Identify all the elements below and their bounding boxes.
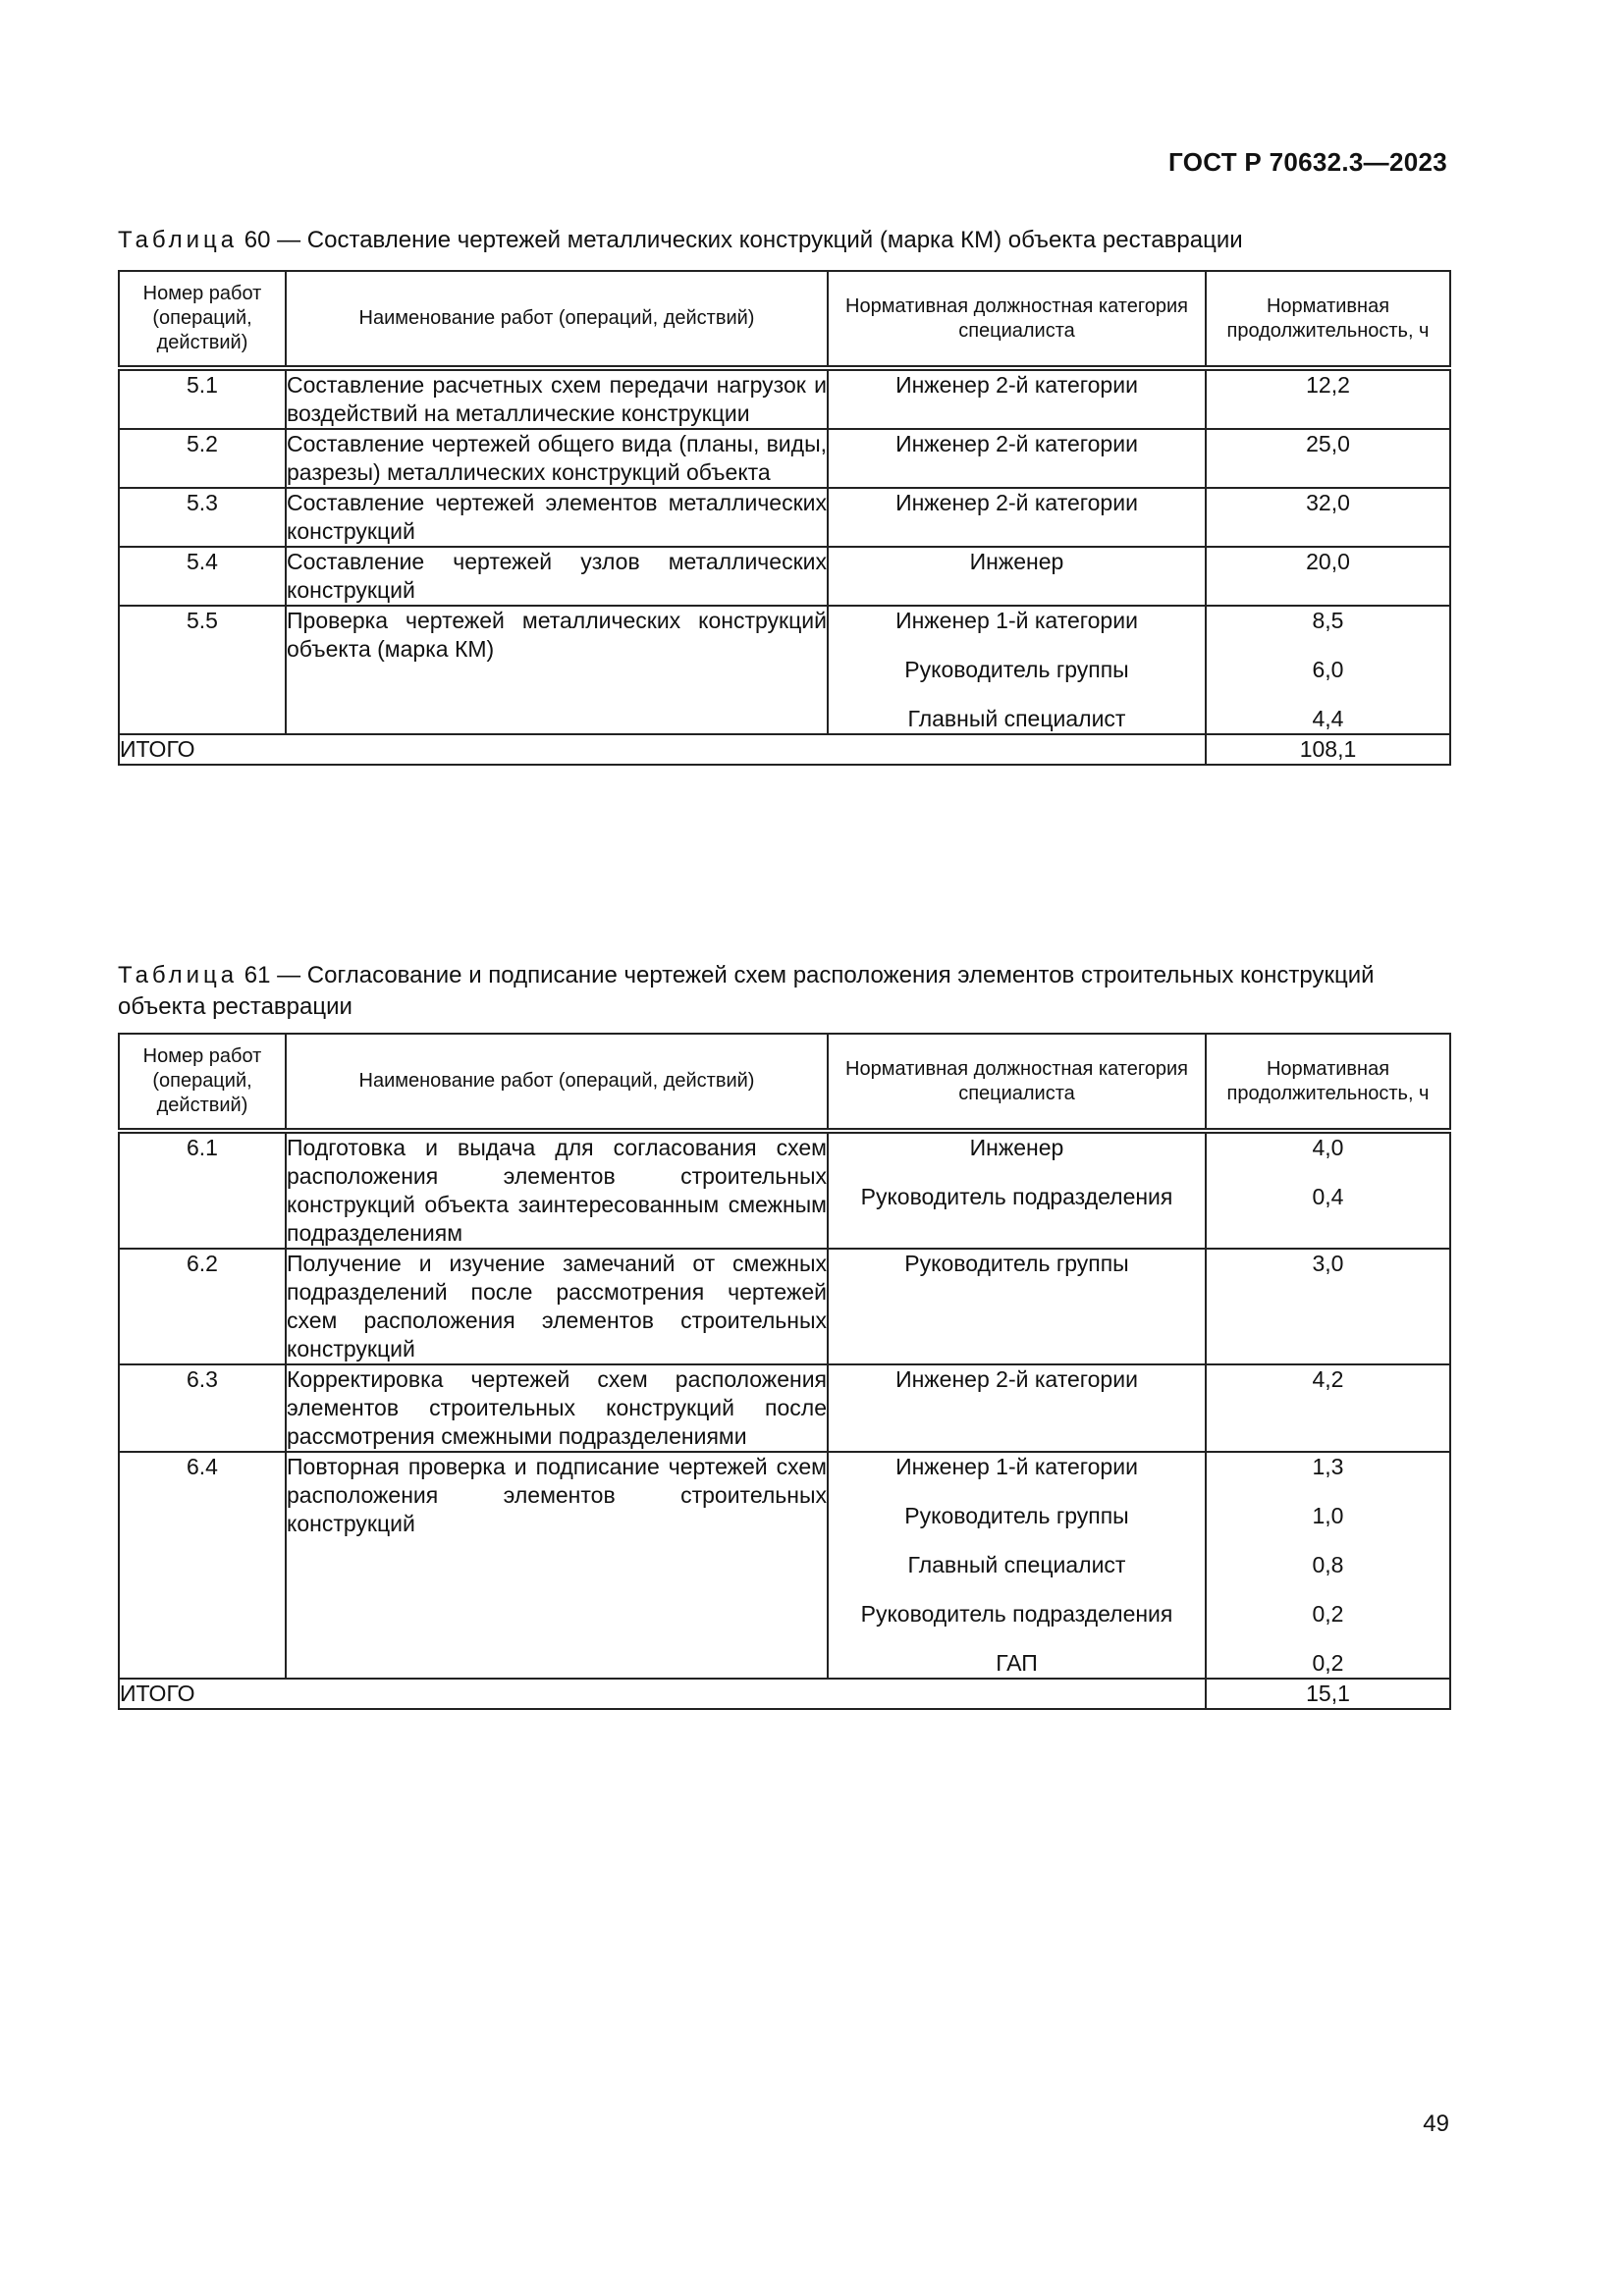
table-row xyxy=(119,429,1450,488)
category-item: Инженер xyxy=(969,1135,1064,1160)
duration-item: 4,4 xyxy=(1312,706,1344,731)
duration-item: 0,4 xyxy=(1312,1184,1344,1209)
row-name: Составление чертежей общего вида (планы, виды, разрезы) металлических конструкций объекта xyxy=(286,429,828,488)
row-category xyxy=(828,368,1206,429)
table-row xyxy=(119,547,1450,606)
total-label: ИТОГО xyxy=(119,734,1206,765)
header-duration: Нормативная продолжительность, ч xyxy=(1206,1034,1450,1131)
category-item: Руководитель подразделения xyxy=(860,1601,1173,1627)
document-code: ГОСТ Р 70632.3—2023 xyxy=(1168,147,1447,177)
header-category: Нормативная должностная категория специалиста xyxy=(828,271,1206,368)
total-value: 108,1 xyxy=(1206,734,1450,765)
table-60 xyxy=(118,270,1451,766)
category-item: Руководитель подразделения xyxy=(860,1184,1173,1209)
row-duration xyxy=(1206,368,1450,429)
row-number: 6.1 xyxy=(119,1131,286,1249)
row-number: 5.5 xyxy=(119,606,286,734)
category-item: ГАП xyxy=(996,1650,1038,1676)
caption-text: 61 — Согласование и подписание чертежей схем расположения элементов строительных конструкций объекта реставрации xyxy=(118,962,1375,1020)
row-category xyxy=(828,1249,1206,1364)
category-item: Инженер 2-й категории xyxy=(895,490,1138,515)
duration-item: 4,2 xyxy=(1312,1366,1344,1392)
table-header-row xyxy=(119,1034,1450,1131)
duration-item: 25,0 xyxy=(1306,431,1350,456)
row-duration xyxy=(1206,1364,1450,1452)
row-category xyxy=(828,606,1206,734)
category-item: Руководитель группы xyxy=(904,1251,1129,1276)
category-item: Инженер 1-й категории xyxy=(895,1454,1138,1479)
duration-item: 6,0 xyxy=(1312,657,1344,682)
table-61 xyxy=(118,1033,1451,1710)
row-category xyxy=(828,1131,1206,1249)
table-header-row xyxy=(119,271,1450,368)
header-category: Нормативная должностная категория специалиста xyxy=(828,1034,1206,1131)
duration-item: 20,0 xyxy=(1306,549,1350,574)
row-name: Проверка чертежей металлических конструкций объекта (марка КМ) xyxy=(286,606,828,734)
row-name: Получение и изучение замечаний от смежных подразделений после рассмотрения чертежей схем расположения элементов строительных конструкций xyxy=(286,1249,828,1364)
row-category xyxy=(828,1364,1206,1452)
total-row xyxy=(119,734,1450,765)
duration-item: 1,0 xyxy=(1312,1503,1344,1528)
row-duration xyxy=(1206,1452,1450,1679)
page-number: 49 xyxy=(1423,2110,1449,2137)
total-row xyxy=(119,1679,1450,1709)
header-name: Наименование работ (операций, действий) xyxy=(286,1034,828,1131)
row-number: 5.4 xyxy=(119,547,286,606)
row-name: Составление чертежей элементов металлических конструкций xyxy=(286,488,828,547)
caption-text: 60 — Составление чертежей металлических конструкций (марка КМ) объекта реставрации xyxy=(238,227,1243,253)
duration-item: 12,2 xyxy=(1306,372,1350,398)
header-number: Номер работ (операций, действий) xyxy=(119,271,286,368)
header-number: Номер работ (операций, действий) xyxy=(119,1034,286,1131)
category-item: Инженер 1-й категории xyxy=(895,608,1138,633)
duration-item: 1,3 xyxy=(1312,1454,1344,1479)
table-61-caption xyxy=(118,960,1443,1023)
category-item: Инженер 2-й категории xyxy=(895,1366,1138,1392)
table-row xyxy=(119,1364,1450,1452)
caption-prefix: Таблица xyxy=(118,227,239,253)
total-label: ИТОГО xyxy=(119,1679,1206,1709)
table-row xyxy=(119,488,1450,547)
table-row xyxy=(119,1249,1450,1364)
total-value: 15,1 xyxy=(1206,1679,1450,1709)
row-duration xyxy=(1206,547,1450,606)
row-duration xyxy=(1206,429,1450,488)
category-item: Инженер 2-й категории xyxy=(895,372,1138,398)
duration-item: 0,2 xyxy=(1312,1650,1344,1676)
row-name: Составление расчетных схем передачи нагрузок и воздействий на металлические конструкции xyxy=(286,368,828,429)
category-item: Главный специалист xyxy=(907,1552,1126,1577)
row-number: 5.2 xyxy=(119,429,286,488)
table-row xyxy=(119,368,1450,429)
table-row xyxy=(119,606,1450,734)
category-item: Руководитель группы xyxy=(904,657,1129,682)
row-duration xyxy=(1206,488,1450,547)
category-item: Руководитель группы xyxy=(904,1503,1129,1528)
duration-item: 4,0 xyxy=(1312,1135,1344,1160)
category-item: Инженер xyxy=(969,549,1064,574)
caption-prefix: Таблица xyxy=(118,962,239,988)
row-number: 6.2 xyxy=(119,1249,286,1364)
category-item: Главный специалист xyxy=(907,706,1126,731)
duration-item: 32,0 xyxy=(1306,490,1350,515)
row-category xyxy=(828,547,1206,606)
header-name: Наименование работ (операций, действий) xyxy=(286,271,828,368)
row-name: Подготовка и выдача для согласования схем расположения элементов строительных конструкций объекта заинтересованным смежным подразделениям xyxy=(286,1131,828,1249)
row-number: 5.3 xyxy=(119,488,286,547)
table-row xyxy=(119,1131,1450,1249)
duration-item: 0,8 xyxy=(1312,1552,1344,1577)
row-category xyxy=(828,1452,1206,1679)
row-category xyxy=(828,488,1206,547)
row-name: Корректировка чертежей схем расположения элементов строительных конструкций после рассмотрения смежными подразделениями xyxy=(286,1364,828,1452)
row-number: 5.1 xyxy=(119,368,286,429)
table-60-caption xyxy=(118,225,1443,256)
row-number: 6.3 xyxy=(119,1364,286,1452)
duration-item: 0,2 xyxy=(1312,1601,1344,1627)
category-item: Инженер 2-й категории xyxy=(895,431,1138,456)
table-row xyxy=(119,1452,1450,1679)
row-category xyxy=(828,429,1206,488)
duration-item: 3,0 xyxy=(1312,1251,1344,1276)
row-duration xyxy=(1206,1249,1450,1364)
header-duration: Нормативная продолжительность, ч xyxy=(1206,271,1450,368)
row-name: Составление чертежей узлов металлических конструкций xyxy=(286,547,828,606)
row-number: 6.4 xyxy=(119,1452,286,1679)
row-name: Повторная проверка и подписание чертежей схем расположения элементов строительных конструкций xyxy=(286,1452,828,1679)
row-duration xyxy=(1206,606,1450,734)
duration-item: 8,5 xyxy=(1312,608,1344,633)
row-duration xyxy=(1206,1131,1450,1249)
